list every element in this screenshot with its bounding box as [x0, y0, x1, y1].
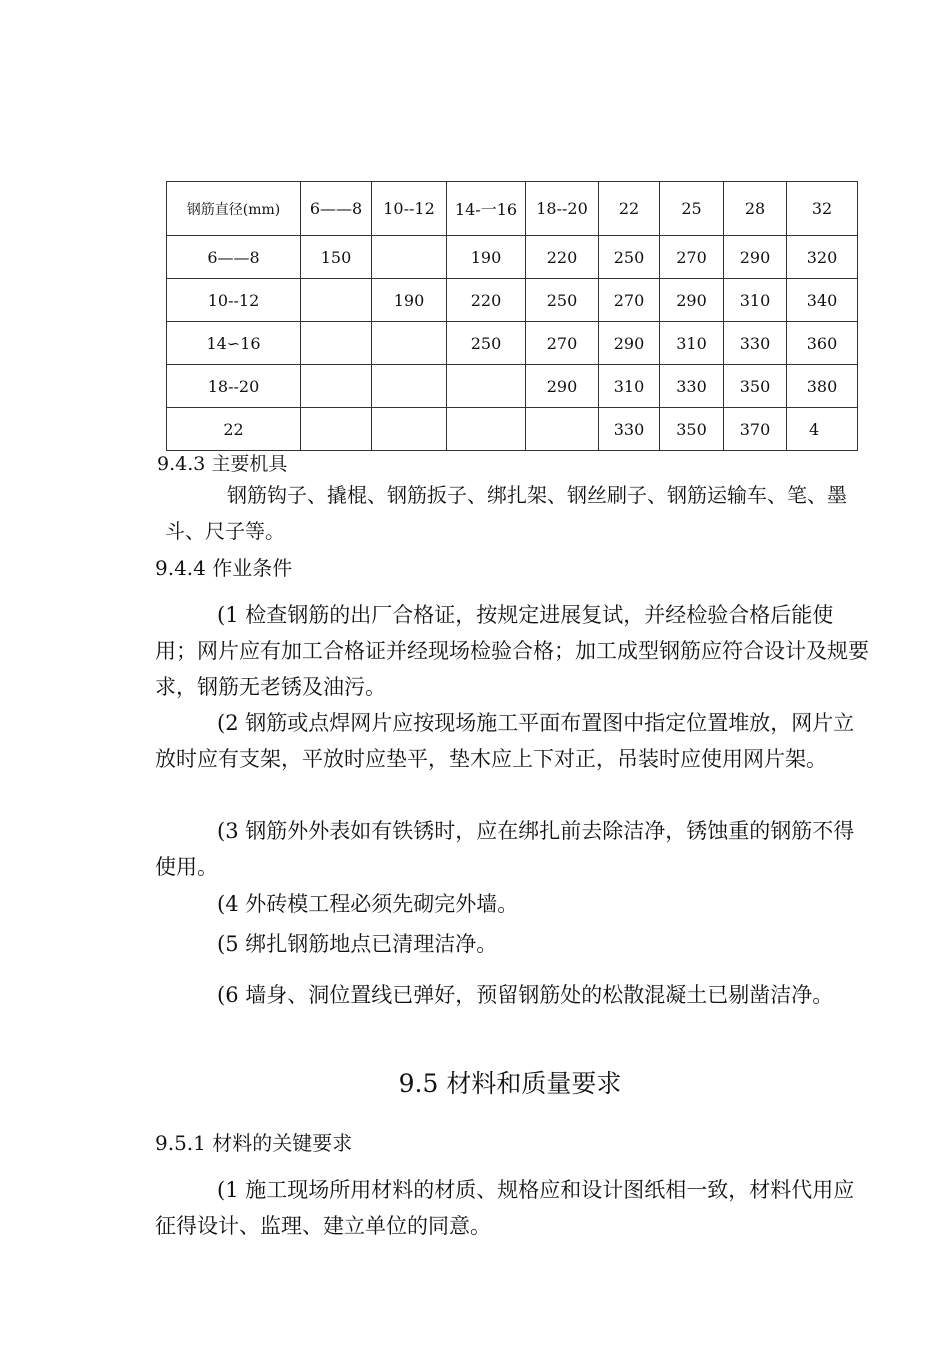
tools-paragraph: 钢筋钩子、撬棍、钢筋扳子、绑扎架、钢丝刷子、钢筋运输车、笔、墨斗、尺子等。	[165, 483, 847, 543]
header-cell: 32	[787, 182, 858, 236]
table-cell: 330	[660, 365, 724, 408]
condition-item-6: (6 墙身、洞位置线已弹好，预留钢筋处的松散混凝土已剔凿洁净。	[217, 983, 834, 1007]
table-cell: 310	[724, 279, 787, 322]
table-cell: 250	[599, 236, 660, 279]
section-heading-943: 9.4.3 主要机具	[157, 453, 288, 475]
table-cell: 290	[724, 236, 787, 279]
table-cell	[301, 279, 372, 322]
section-heading-944: 9.4.4 作业条件	[155, 556, 293, 580]
table-cell	[301, 322, 372, 365]
header-cell: 6——8	[301, 182, 372, 236]
table-cell	[372, 365, 447, 408]
table-cell: 360	[787, 322, 858, 365]
table-cell: 350	[660, 408, 724, 451]
table-cell: 18--20	[167, 365, 301, 408]
table-cell: 330	[724, 322, 787, 365]
table-cell: 14∽16	[167, 322, 301, 365]
table-cell	[526, 408, 599, 451]
header-cell: 14-一16	[447, 182, 526, 236]
table-cell: 290	[526, 365, 599, 408]
table-cell: 270	[660, 236, 724, 279]
table-cell: 4	[787, 408, 858, 451]
table-cell	[372, 236, 447, 279]
table-row	[167, 279, 858, 322]
table-cell: 330	[599, 408, 660, 451]
table-cell: 190	[447, 236, 526, 279]
condition-item-1: (1 检查钢筋的出厂合格证，按规定进展复试，并经检验合格后能使用；网片应有加工合格证并经现场检验合格；加工成型钢筋应符合设计及规要求，钢筋无老锈及油污。	[155, 603, 869, 699]
table-cell: 220	[447, 279, 526, 322]
table-cell: 6——8	[167, 236, 301, 279]
table-cell: 290	[599, 322, 660, 365]
table-cell: 370	[724, 408, 787, 451]
section-title-95: 9.5 材料和质量要求	[398, 1069, 622, 1098]
table-cell: 270	[526, 322, 599, 365]
table-cell: 310	[599, 365, 660, 408]
table-header-row	[167, 182, 858, 236]
table-row	[167, 322, 858, 365]
table-cell: 290	[660, 279, 724, 322]
table-row	[167, 365, 858, 408]
table-cell: 250	[447, 322, 526, 365]
header-cell: 10--12	[372, 182, 447, 236]
table-cell	[447, 365, 526, 408]
table-cell: 10--12	[167, 279, 301, 322]
table-cell: 310	[660, 322, 724, 365]
header-cell: 22	[599, 182, 660, 236]
table-row	[167, 408, 858, 451]
table-cell: 250	[526, 279, 599, 322]
table-cell	[372, 322, 447, 365]
table-cell: 190	[372, 279, 447, 322]
table-cell: 340	[787, 279, 858, 322]
table-cell: 270	[599, 279, 660, 322]
table-row	[167, 236, 858, 279]
table-cell: 220	[526, 236, 599, 279]
header-cell: 钢筋直径(mm)	[167, 182, 301, 236]
header-cell: 25	[660, 182, 724, 236]
header-cell: 28	[724, 182, 787, 236]
table-cell	[301, 408, 372, 451]
material-item-1: (1 施工现场所用材料的材质、规格应和设计图纸相一致，材料代用应征得设计、监理、建立单位的同意。	[155, 1178, 855, 1238]
table-cell: 22	[167, 408, 301, 451]
section-heading-951: 9.5.1 材料的关键要求	[155, 1131, 353, 1155]
table-cell: 150	[301, 236, 372, 279]
condition-item-4: (4 外砖模工程必须先砌完外墙。	[217, 892, 519, 916]
table-cell: 350	[724, 365, 787, 408]
table-cell: 380	[787, 365, 858, 408]
table-cell	[372, 408, 447, 451]
condition-item-5: (5 绑扎钢筋地点已清理洁净。	[217, 932, 498, 956]
table-cell	[301, 365, 372, 408]
condition-item-3: (3 钢筋外外表如有铁锈时，应在绑扎前去除洁净，锈蚀重的钢筋不得使用。	[155, 819, 855, 879]
condition-item-2: (2 钢筋或点焊网片应按现场施工平面布置图中指定位置堆放，网片立放时应有支架，平放时应垫平，垫木应上下对正，吊装时应使用网片架。	[155, 711, 855, 771]
table-cell	[447, 408, 526, 451]
rebar-spacing-table	[166, 181, 858, 451]
table-cell: 320	[787, 236, 858, 279]
header-cell: 18--20	[526, 182, 599, 236]
